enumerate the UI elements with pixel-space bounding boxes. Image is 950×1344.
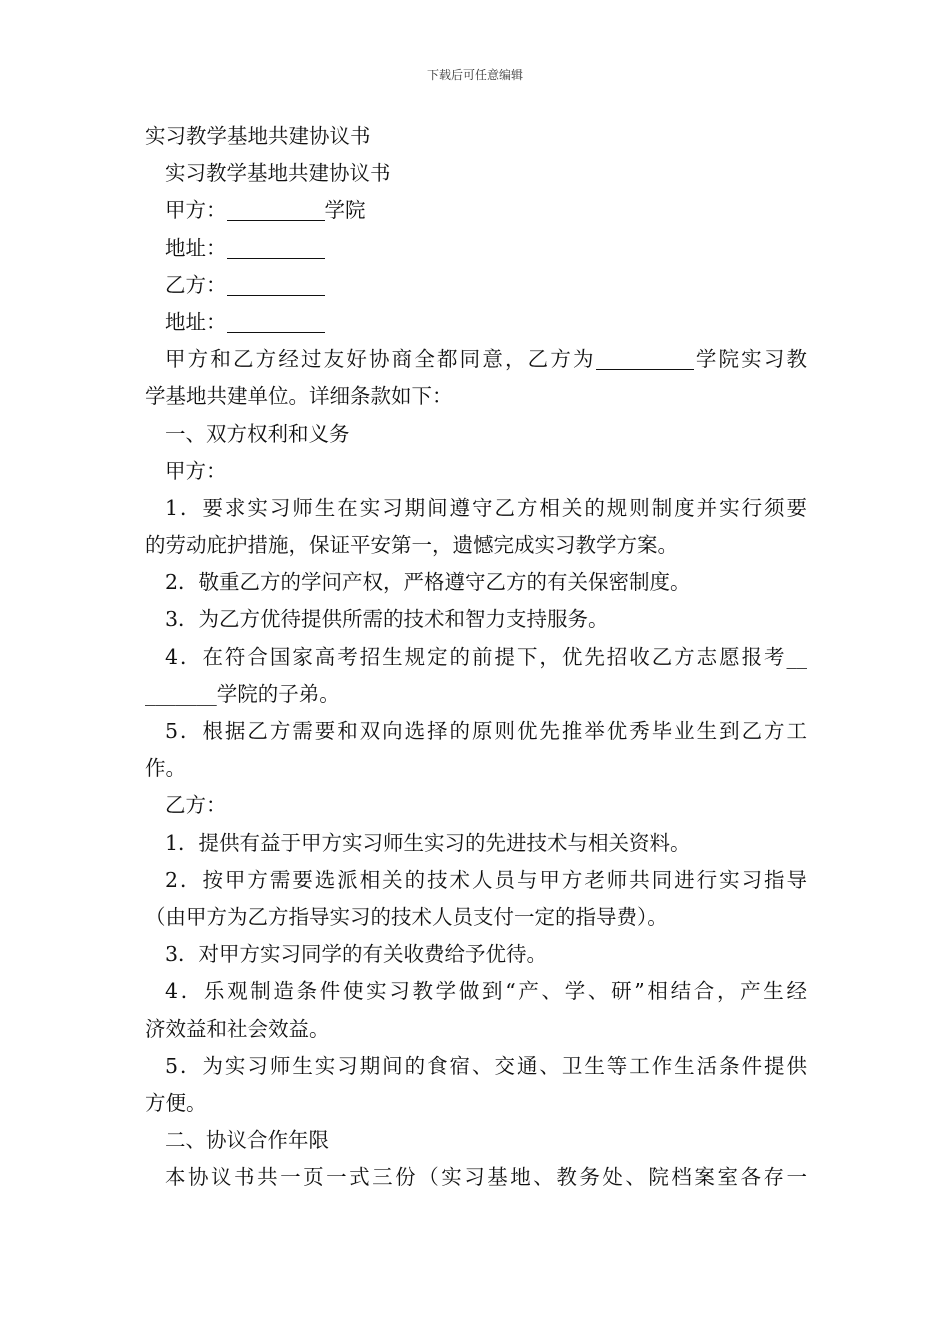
a2-line: 2．敬重乙方的学问产权，严格遵守乙方的有关保密制度。 [165, 570, 691, 595]
b5-line-1: 5．为实习师生实习期间的食宿、交通、卫生等工作生活条件提供 [165, 1053, 807, 1078]
closing-line: 本协议书共一页一式三份（实习基地、教务处、院档案室各存一 [165, 1165, 807, 1190]
b1-line: 1．提供有益于甲方实习师生实习的先进技术与相关资料。 [165, 830, 691, 855]
agreement-body [145, 118, 807, 1196]
a4-line-1: 4．在符合国家高考招生规定的前提下，优先招收乙方志愿报考__ [165, 644, 807, 669]
party-b-blank [227, 273, 325, 296]
b5-line-2: 方便。 [145, 1090, 207, 1115]
b4-line-1: 4．乐观制造条件使实习教学做到“产、学、研”相结合，产生经 [165, 979, 807, 1004]
party-a-label: 甲方： [165, 198, 227, 223]
document-title: 实习教学基地共建协议书 [145, 124, 371, 148]
party-a-address-blank [227, 236, 325, 259]
intro-part-1: 甲方和乙方经过友好协商全都同意，乙方为 [165, 347, 596, 372]
a1-line-2: 的劳动庇护措施，保证平安第一，遗憾完成实习教学方案。 [145, 533, 678, 558]
b2-line-1: 2．按甲方需要选派相关的技术人员与甲方老师共同进行实习指导 [165, 867, 807, 892]
party-a-suffix: 学院 [324, 198, 366, 223]
party-a-duties-title: 甲方： [165, 458, 227, 483]
a4-line-2: _______学院的子弟。 [145, 681, 340, 706]
party-b-address-line [145, 304, 807, 341]
a5-line-1: 5．根据乙方需要和双向选择的原则优先推举优秀毕业生到乙方工 [165, 719, 807, 743]
intro-line-2: 学基地共建单位。详细条款如下： [145, 384, 453, 409]
party-a-address-line [145, 230, 807, 267]
intro-part-2: 学院实习教 [693, 347, 808, 372]
section-heading-rights: 一、双方权利和义务 [165, 421, 350, 446]
section-heading-term: 二、协议合作年限 [165, 1128, 329, 1153]
party-b-address-label: 地址： [165, 309, 227, 334]
party-a-address-label: 地址： [165, 235, 227, 260]
document-subtitle: 实习教学基地共建协议书 [165, 161, 391, 186]
party-a-blank [227, 198, 325, 221]
b3-line: 3．对甲方实习同学的有关收费给予优待。 [165, 942, 548, 967]
party-b-duties-title: 乙方： [165, 793, 227, 818]
party-b-label: 乙方： [165, 272, 227, 297]
page-header: 下载后可任意编辑 [426, 68, 523, 82]
party-a-line [145, 192, 807, 229]
a5-line-2: 作。 [145, 756, 186, 781]
party-b-address-blank [227, 310, 325, 333]
b4-line-2: 济效益和社会效益。 [145, 1016, 330, 1041]
party-b-line [145, 267, 807, 304]
b2-line-2: （由甲方为乙方指导实习的技术人员支付一定的指导费）。 [145, 904, 668, 929]
intro-blank [596, 347, 694, 370]
a3-line: 3．为乙方优待提供所需的技术和智力支持服务。 [165, 607, 609, 632]
a1-line-1: 1．要求实习师生在实习期间遵守乙方相关的规则制度并实行须要 [165, 495, 807, 520]
intro-line-1 [145, 341, 807, 378]
